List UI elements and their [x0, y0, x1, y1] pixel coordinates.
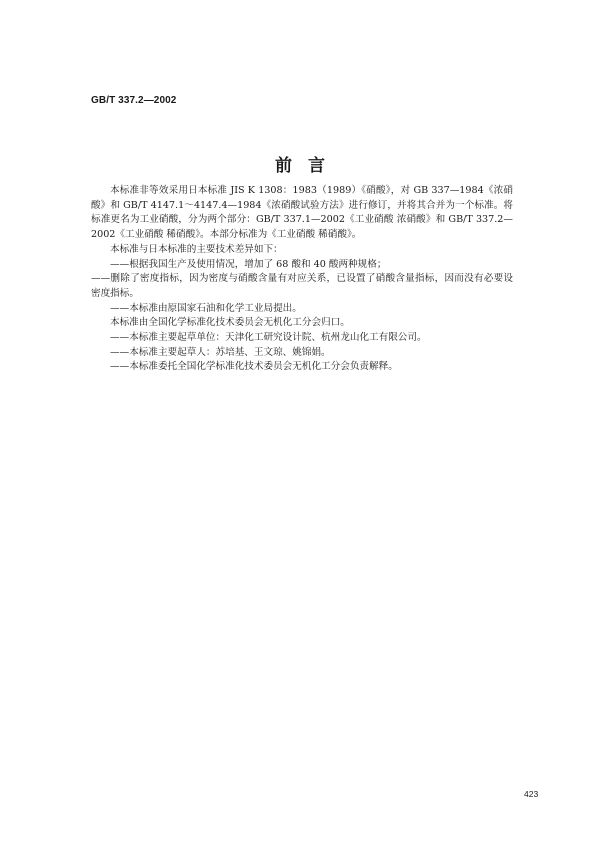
paragraph-difference-2: ——删除了密度指标，因为密度与硝酸含量有对应关系，已设置了硝酸含量指标，因而没有必要设密度指标。 — [91, 273, 513, 299]
paragraph-interpretation: ——本标准委托全国化学标准化技术委员会无机化工分会负责解释。 — [110, 361, 398, 373]
paragraph-differences-intro: 本标准与日本标准的主要技术差异如下： — [110, 243, 283, 255]
foreword-body — [91, 184, 513, 375]
page-title: 前言 — [275, 156, 341, 176]
standard-number: GB/T 337.2—2002 — [91, 95, 177, 106]
page-number: 423 — [524, 789, 539, 799]
paragraph-drafters: ——本标准主要起草人：苏培基、王文琼、姚锦娟。 — [110, 346, 331, 358]
paragraph-administrator: 本标准由全国化学标准化技术委员会无机化工分会归口。 — [110, 317, 350, 329]
paragraph-drafting-units: ——本标准主要起草单位：天津化工研究设计院、杭州龙山化工有限公司。 — [110, 332, 427, 344]
paragraph-adoption: 本标准非等效采用日本标准 JIS K 1308：1983（1989）《硝酸》，对 GB 337—1984《浓硝酸》和 GB/T 4147.1～4147.4—1984《浓硝酸试验方法》进行修订，并将其合并为一个标准。将标准更名为工业硝酸，分为两个部分：GB/T 337.1—2002《工业硝酸 浓硝酸》和 GB/T 337.2—2002《工业硝酸 稀硝酸》。本部分标准为《工业硝酸 稀硝酸》。 — [91, 185, 513, 241]
paragraph-difference-1: ——根据我国生产及使用情况，增加了 68 酸和 40 酸两种规格； — [110, 258, 387, 270]
paragraph-proposer: ——本标准由原国家石油和化学工业局提出。 — [110, 302, 302, 314]
